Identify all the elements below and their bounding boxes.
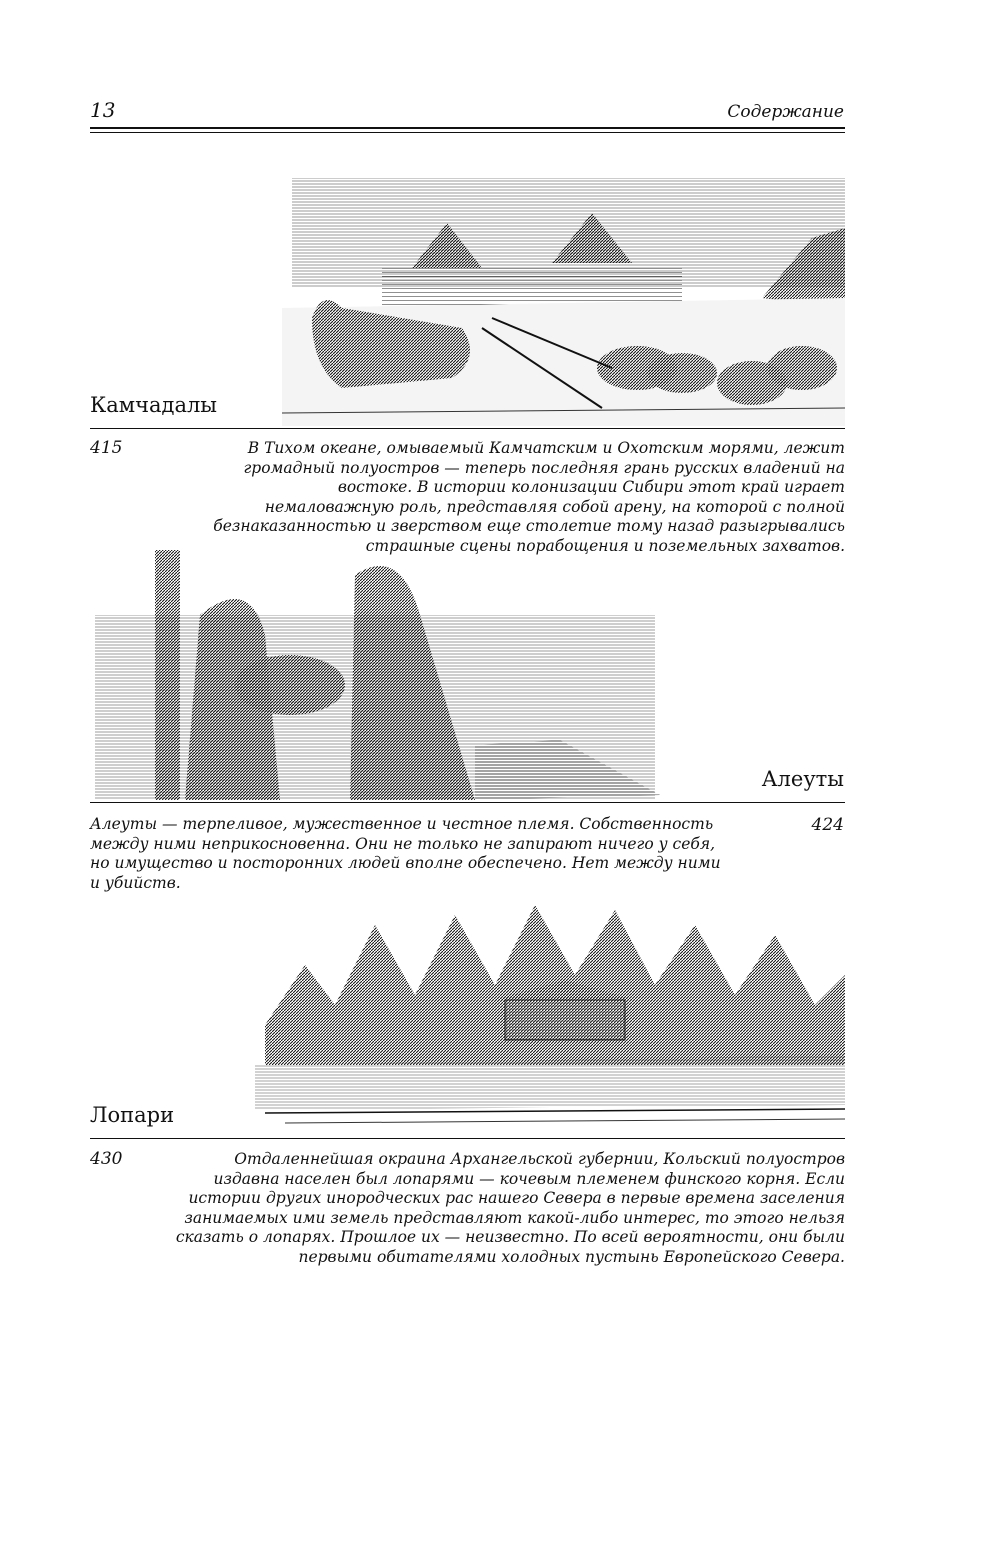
- section-description: Алеуты — терпеливое, мужественное и честное племя. Собственность между ними неприкосновенна. Они не только не запирают ничего у себя, но имущество и посторонних людей вполне обеспечено. Нет между ними и убийств.: [90, 815, 721, 892]
- page-number: 13: [90, 98, 116, 122]
- running-header-title: Содержание: [727, 102, 844, 122]
- section-page-ref: 430: [90, 1149, 123, 1169]
- header-rule: [90, 127, 845, 129]
- section-rule: [90, 1138, 845, 1139]
- section-page-ref: 424: [811, 815, 844, 835]
- section-title-kamchadaly: Камчадалы: [90, 393, 218, 417]
- section-rule: [90, 428, 845, 429]
- section-page-ref: 415: [90, 438, 123, 458]
- section-description: Отдаленнейшая окраина Архангельской губернии, Кольский полуостров издавна населен был лопарями — кочевым племенем финского корня. Если истории других инородческих рас нашего Севера в первые времена заселения занимаемых ими земель представляют какой-либо интерес, то этого нельзя сказать о лопарях. Прошлое их — неизвестно. По всей вероятности, они были первыми обитателями холодных пустынь Европейского Севера.: [175, 1150, 845, 1266]
- dog-sled-engraving-icon: [282, 168, 845, 426]
- header-rule-thin: [90, 132, 845, 133]
- section-title-lopari: Лопари: [90, 1103, 175, 1127]
- section-title-aleuty: Алеуты: [761, 767, 844, 791]
- section-description: В Тихом океане, омываемый Камчатским и Охотским морями, лежит громадный полуостров — теперь последняя грань русских владений на востоке. В истории колонизации Сибири этот край играет немаловажную роль, представляя собой арену, на которой с полной безнаказанностью и зверством еще столетие тому назад разыгрывались страшные сцены порабощения и поземельных захватов.: [213, 439, 845, 555]
- forest-hut-engraving-icon: [245, 885, 845, 1135]
- aleut-people-engraving-icon: [90, 545, 660, 800]
- section-rule: [90, 802, 845, 803]
